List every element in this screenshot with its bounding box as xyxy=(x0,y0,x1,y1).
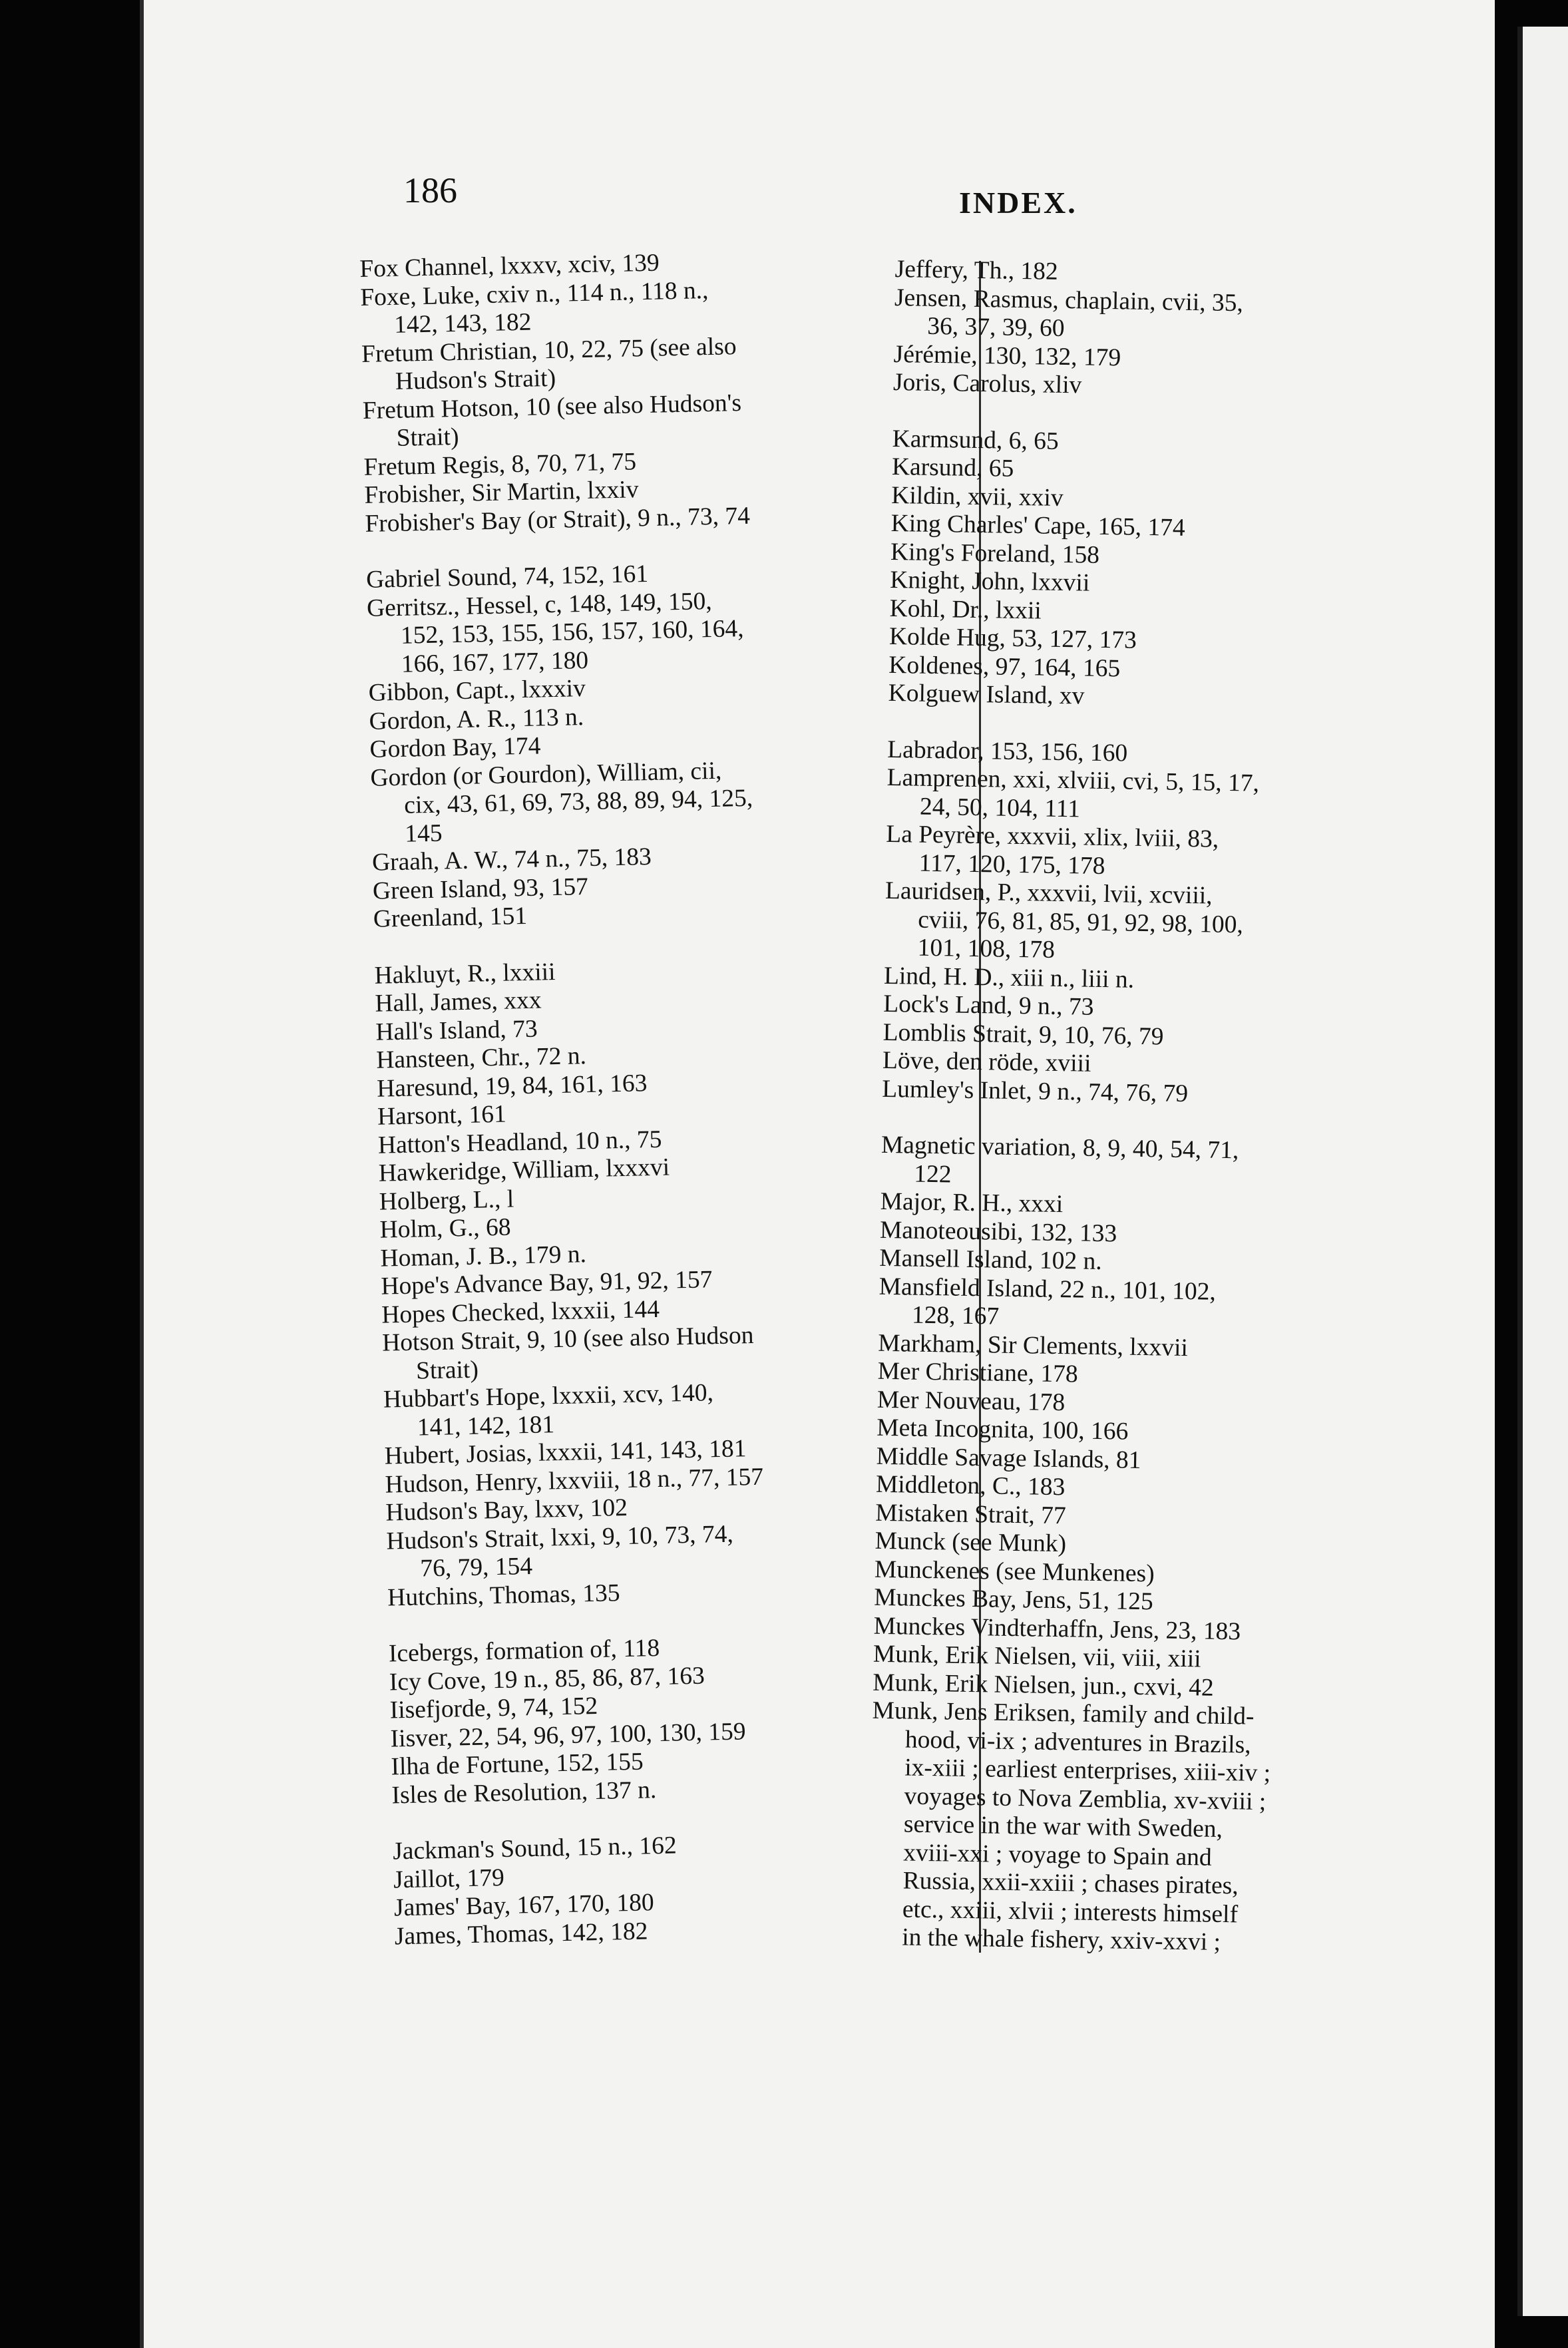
index-entry-line: Jensen, Rasmus, chaplain, cvii, 35, xyxy=(894,284,1244,317)
index-entry-line: etc., xxiii, xlvii ; interests himself xyxy=(902,1895,1239,1928)
index-entry-line: Strait) xyxy=(396,423,459,452)
index-entry-line: Hatton's Headland, 10 n., 75 xyxy=(377,1125,662,1159)
index-entry-line: 101, 108, 178 xyxy=(917,934,1056,964)
index-entry xyxy=(881,1131,1374,1196)
index-entry-line: Hubbart's Hope, lxxxii, xcv, 140, xyxy=(383,1379,714,1414)
index-entry-line: Mansfield Island, 22 n., 101, 102, xyxy=(879,1272,1217,1306)
index-entry-line: Meta Incognita, 100, 166 xyxy=(877,1414,1129,1446)
index-entry-line: Jeffery, Th., 182 xyxy=(894,256,1059,286)
index-entry-line: 36, 37, 39, 60 xyxy=(927,312,1065,343)
index-entry-line: Munk, Jens Eriksen, family and child- xyxy=(872,1696,1255,1730)
index-entry-line: Middle Savage Islands, 81 xyxy=(876,1442,1141,1474)
index-entry-line: Homan, J. B., 179 n. xyxy=(380,1240,587,1272)
index-entry-line: Gerritsz., Hessel, c, 148, 149, 150, xyxy=(366,587,713,622)
index-entry xyxy=(360,274,827,341)
index-entry-line: King's Foreland, 158 xyxy=(890,538,1100,569)
index-entry-line: Hope's Advance Bay, 91, 92, 157 xyxy=(381,1266,713,1300)
index-entry-line: Green Island, 93, 157 xyxy=(372,873,589,905)
index-entry-line: Frobisher's Bay (or Strait), 9 n., 73, 74 xyxy=(365,502,751,538)
index-entry-line: Fretum Regis, 8, 70, 71, 75 xyxy=(363,447,637,481)
index-entry-line: Haresund, 19, 84, 161, 163 xyxy=(376,1069,648,1103)
index-entry-line: hood, vi-ix ; adventures in Brazils, xyxy=(904,1726,1251,1759)
index-entry-line: Harsont, 161 xyxy=(377,1100,507,1131)
index-entry-line: Gordon Bay, 174 xyxy=(369,732,541,763)
running-head: INDEX. xyxy=(959,186,1078,220)
index-entry-line: xviii-xxi ; voyage to Spain and xyxy=(902,1838,1213,1871)
index-entry-line: Russia, xxii-xxiii ; chases pirates, xyxy=(902,1867,1239,1900)
index-entry-line: Labrador, 153, 156, 160 xyxy=(887,735,1128,767)
index-entry xyxy=(370,755,838,849)
index-entry-line: 76, 79, 154 xyxy=(419,1552,533,1583)
index-entry-line: Joris, Carolus, xliv xyxy=(892,368,1082,399)
index-entry-line: Fretum Christian, 10, 22, 75 (see also xyxy=(361,332,737,368)
index-entry-line: Hopes Checked, lxxxii, 144 xyxy=(381,1295,660,1329)
index-entry-line: Kolde Hug, 53, 127, 173 xyxy=(888,622,1137,654)
index-entry-line: Lauridsen, P., xxxvii, lvii, xcviii, xyxy=(884,877,1213,910)
index-column-right xyxy=(869,256,1388,1959)
index-entry-line: Graah, A. W., 74 n., 75, 183 xyxy=(371,843,652,877)
index-entry-line: 122 xyxy=(914,1160,952,1188)
index-entry-line: Fretum Hotson, 10 (see also Hudson's xyxy=(362,389,742,425)
index-entry-line: Hudson's Strait) xyxy=(395,364,556,395)
index-entry-line: King Charles' Cape, 165, 174 xyxy=(890,509,1186,542)
index-entry-line: Magnetic variation, 8, 9, 40, 54, 71, xyxy=(881,1131,1239,1165)
index-entry-line: Major, R. H., xxxi xyxy=(880,1187,1064,1219)
index-entry-line: Markham, Sir Clements, lxxvii xyxy=(878,1329,1189,1362)
index-entry xyxy=(367,585,835,680)
index-entry xyxy=(884,877,1378,970)
index-entry-line: Hubert, Josias, lxxxii, 141, 143, 181 xyxy=(384,1435,747,1470)
index-entry-line: Lumley's Inlet, 9 n., 74, 76, 79 xyxy=(882,1075,1189,1107)
index-entry-line: cix, 43, 61, 69, 73, 88, 89, 94, 125, xyxy=(403,784,753,819)
index-entry-line: La Peyrère, xxxvii, xlix, lviii, 83, xyxy=(886,820,1219,853)
index-entry-line: Hansteen, Chr., 72 n. xyxy=(375,1042,587,1074)
index-entry-line: Jaillot, 179 xyxy=(393,1863,505,1893)
index-entry-line: Greenland, 151 xyxy=(373,902,528,933)
adjacent-page-edge xyxy=(1517,27,1568,2316)
index-entry-line: Karsund, 65 xyxy=(891,453,1014,483)
index-entry-line: Munckes Bay, Jens, 51, 125 xyxy=(874,1583,1154,1616)
index-entry-line: 152, 153, 155, 156, 157, 160, 164, xyxy=(400,615,744,650)
index-entry-line: Munckenes (see Munkenes) xyxy=(874,1555,1155,1587)
index-entry-line: 166, 167, 177, 180 xyxy=(401,646,589,678)
index-entry-line: Kildin, xvii, xxiv xyxy=(891,481,1064,512)
index-entry-line: Hawkeridge, William, lxxxvi xyxy=(378,1153,670,1187)
index-entry-line: Gordon (or Gourdon), William, cii, xyxy=(370,757,722,792)
index-entry-line: Munckes Vindterhaffn, Jens, 23, 183 xyxy=(873,1612,1241,1645)
index-entry-line: Karmsund, 6, 65 xyxy=(892,425,1059,455)
index-entry-line: Hutchins, Thomas, 135 xyxy=(387,1579,620,1612)
index-entry-line: Holm, G., 68 xyxy=(379,1213,511,1244)
index-entry-line: Gabriel Sound, 74, 152, 161 xyxy=(365,560,649,594)
index-entry-line: Mistaken Strait, 77 xyxy=(875,1499,1067,1529)
index-entry-line: cviii, 76, 81, 85, 91, 92, 98, 100, xyxy=(918,906,1244,938)
index-entry-line: Munk, Erik Nielsen, vii, viii, xiii xyxy=(873,1640,1201,1673)
index-entry xyxy=(894,284,1387,348)
index-entry-line: Middleton, C., 183 xyxy=(875,1470,1066,1501)
index-entry-line: Mer Christiane, 178 xyxy=(877,1357,1078,1388)
index-entry-line: Hakluyt, R., lxxiii xyxy=(374,958,556,990)
index-entry-line: Jérémie, 130, 132, 179 xyxy=(893,340,1121,371)
index-entry-line: Manoteousibi, 132, 133 xyxy=(879,1216,1117,1247)
index-entry xyxy=(886,764,1380,829)
index-entry-line: Gordon, A. R., 113 n. xyxy=(369,703,584,735)
index-entry-line: Frobisher, Sir Martin, lxxiv xyxy=(364,476,639,509)
index-entry xyxy=(869,1697,1365,1959)
page-number: 186 xyxy=(403,170,457,210)
index-entry-line: Icebergs, formation of, 118 xyxy=(388,1635,660,1668)
index-column-left xyxy=(359,246,861,1951)
index-entry-line: Lamprenen, xxi, xlviii, cvi, 5, 15, 17, xyxy=(886,763,1260,797)
index-entry-line: Hall, James, xxx xyxy=(375,986,542,1018)
index-entry-line: Munk, Erik Nielsen, jun., cxvi, 42 xyxy=(873,1668,1215,1702)
index-entry-line: James, Thomas, 142, 182 xyxy=(394,1917,648,1950)
index-entry-line: Kolguew Island, xv xyxy=(888,679,1085,710)
index-entry-line: 24, 50, 104, 111 xyxy=(919,793,1081,823)
index-entry-line: Hudson's Strait, lxxi, 9, 10, 73, 74, xyxy=(386,1520,734,1555)
index-entry-line: 128, 167 xyxy=(911,1301,1000,1330)
index-entry-line: voyages to Nova Zemblia, xv-xviii ; xyxy=(904,1782,1267,1816)
index-entry-line: Strait) xyxy=(415,1356,479,1385)
index-entry-line: Lock's Land, 9 n., 73 xyxy=(883,990,1094,1021)
index-entry-line: 117, 120, 175, 178 xyxy=(918,849,1105,880)
index-entry-line: Munck (see Munk) xyxy=(875,1527,1067,1558)
index-entry-line: Foxe, Luke, cxiv n., 114 n., 118 n., xyxy=(359,276,709,311)
index-entry-line: service in the war with Sweden, xyxy=(903,1810,1223,1844)
index-entry-line: Mansell Island, 102 n. xyxy=(879,1244,1102,1276)
index-entry-line: Gibbon, Capt., lxxxiv xyxy=(368,675,586,707)
index-entry-line: Jackman's Sound, 15 n., 162 xyxy=(392,1832,678,1865)
index-entry-line: in the whale fishery, xxiv-xxvi ; xyxy=(901,1923,1221,1956)
index-entry-line: 141, 142, 181 xyxy=(417,1410,555,1442)
index-entry-line: Isles de Resolution, 137 n. xyxy=(391,1776,657,1809)
index-entry xyxy=(382,1320,849,1386)
index-entry-line: Kohl, Dr., lxxii xyxy=(889,594,1042,625)
index-entry-line: ix-xiii ; earliest enterprises, xiii-xiv ; xyxy=(904,1754,1271,1788)
index-entry-line: Hudson, Henry, lxxviii, 18 n., 77, 157 xyxy=(385,1463,764,1499)
index-entry xyxy=(361,331,829,397)
index-entry-line: Hudson's Bay, lxxv, 102 xyxy=(385,1493,628,1527)
index-entry-line: Iisefjorde, 9, 74, 152 xyxy=(389,1692,598,1724)
index-entry-line: Iisver, 22, 54, 96, 97, 100, 130, 159 xyxy=(390,1717,746,1753)
index-entry xyxy=(879,1272,1372,1337)
index-entry xyxy=(362,387,829,454)
index-entry xyxy=(383,1376,851,1443)
index-entry-line: Koldenes, 97, 164, 165 xyxy=(888,651,1121,682)
index-entry-line: James' Bay, 167, 170, 180 xyxy=(393,1889,655,1922)
index-entry-line: Löve, den röde, xviii xyxy=(882,1046,1091,1077)
index-entry-line: Lind, H. D., xiii n., liii n. xyxy=(883,962,1135,994)
index-entry-line: Icy Cove, 19 n., 85, 86, 87, 163 xyxy=(389,1662,705,1696)
index-entry-line: Hotson Strait, 9, 10 (see also Hudson xyxy=(381,1321,754,1357)
index-entry xyxy=(386,1517,853,1584)
index-entry-line: Holberg, L., l xyxy=(379,1185,514,1216)
index-entry-line: Fox Channel, lxxxv, xciv, 139 xyxy=(359,249,660,283)
index-entry-line: Knight, John, lxxvii xyxy=(890,566,1090,597)
index-entry-line: 145 xyxy=(404,819,443,848)
index-entry-line: Hall's Island, 73 xyxy=(375,1015,538,1046)
index-entry xyxy=(885,821,1378,885)
index-entry-line: 142, 143, 182 xyxy=(393,308,532,339)
index-entry-line: Mer Nouveau, 178 xyxy=(877,1386,1066,1416)
index-entry-line: Lomblis Strait, 9, 10, 76, 79 xyxy=(882,1018,1164,1050)
index-entry-line: Ilha de Fortune, 152, 155 xyxy=(391,1748,644,1781)
